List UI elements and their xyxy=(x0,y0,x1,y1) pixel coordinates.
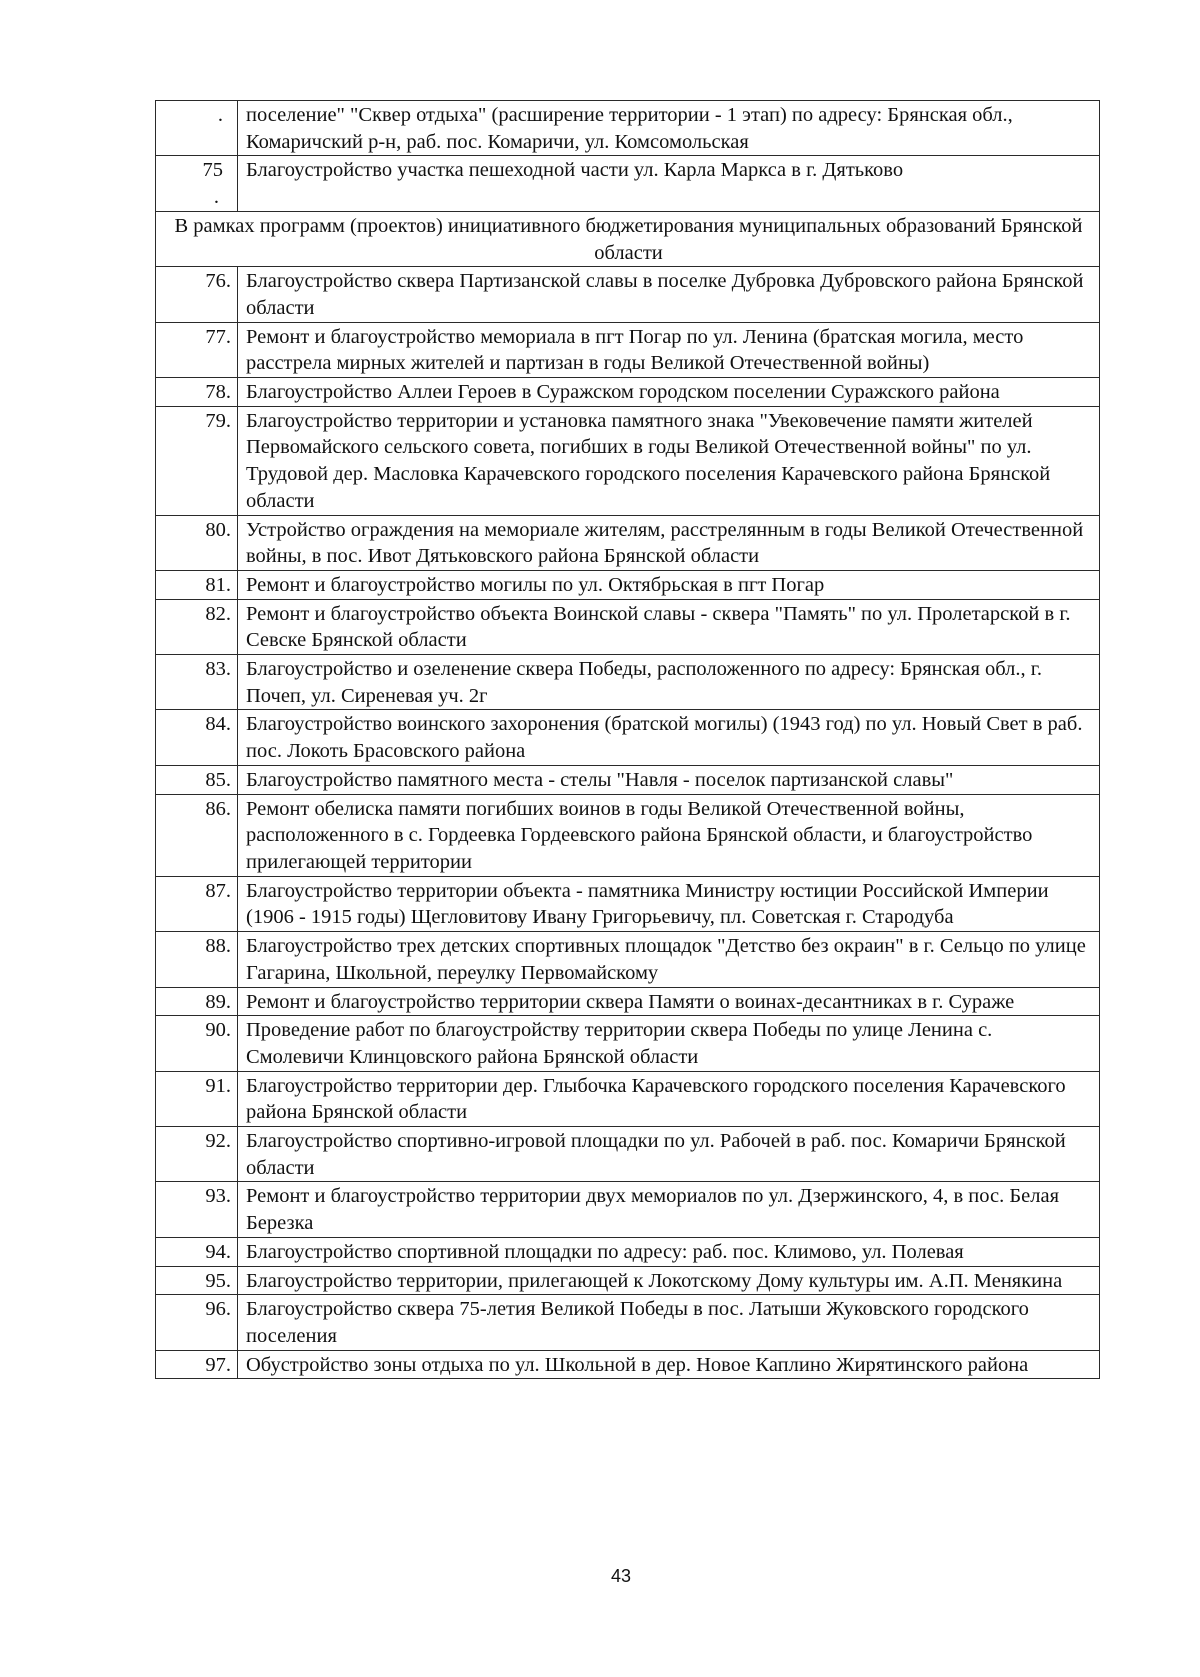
row-number: 86. xyxy=(156,794,238,876)
projects-table xyxy=(155,100,1100,1379)
table-row xyxy=(156,1350,1100,1379)
table-row xyxy=(156,322,1100,377)
row-text: Ремонт и благоустройство объекта Воинской славы - сквера "Память" по ул. Пролетарской в г. Севске Брянской области xyxy=(238,599,1100,654)
row-text: Ремонт и благоустройство могилы по ул. Октябрьская в пгт Погар xyxy=(238,570,1100,599)
row-text: Устройство ограждения на мемориале жителям, расстрелянным в годы Великой Отечественной войны, в пос. Ивот Дятьковского района Брянской области xyxy=(238,515,1100,570)
table-row xyxy=(156,406,1100,515)
row-text: Благоустройство территории, прилегающей к Локотскому Дому культуры им. А.П. Менякина xyxy=(238,1266,1100,1295)
row-number: 95. xyxy=(156,1266,238,1295)
row-text: Обустройство зоны отдыха по ул. Школьной в дер. Новое Каплино Жирятинского района xyxy=(238,1350,1100,1379)
row-text: Благоустройство воинского захоронения (братской могилы) (1943 год) по ул. Новый Свет в раб. пос. Локоть Брасовского района xyxy=(238,710,1100,765)
table-row xyxy=(156,987,1100,1016)
row-text: Благоустройство спортивной площадки по адресу: раб. пос. Климово, ул. Полевая xyxy=(238,1237,1100,1266)
row-text: Проведение работ по благоустройству территории сквера Победы по улице Ленина с. Смолевичи Клинцовского района Брянской области xyxy=(238,1016,1100,1071)
table-row xyxy=(156,267,1100,322)
row-text: Благоустройство и озеленение сквера Победы, расположенного по адресу: Брянская обл., г. Почеп, ул. Сиреневая уч. 2г xyxy=(238,655,1100,710)
row-number: 88. xyxy=(156,932,238,987)
table-row xyxy=(156,570,1100,599)
row-text: Благоустройство памятного места - стелы "Навля - поселок партизанской славы" xyxy=(238,765,1100,794)
table-row xyxy=(156,1266,1100,1295)
row-number: 85. xyxy=(156,765,238,794)
table-row xyxy=(156,1295,1100,1350)
table-row xyxy=(156,1016,1100,1071)
row-number: 78. xyxy=(156,378,238,407)
row-number: 79. xyxy=(156,406,238,515)
row-text: Благоустройство территории дер. Глыбочка Карачевского городского поселения Карачевского района Брянской области xyxy=(238,1071,1100,1126)
row-number: 93. xyxy=(156,1182,238,1237)
table-row xyxy=(156,599,1100,654)
row-number-cell xyxy=(156,101,238,156)
row-text: Ремонт обелиска памяти погибших воинов в годы Великой Отечественной войны, расположенного в с. Гордеевка Гордеевского района Брянской области, и благоустройство прилегающей территории xyxy=(238,794,1100,876)
table-row xyxy=(156,876,1100,931)
row-number: 84. xyxy=(156,710,238,765)
row-text-cell: поселение" "Сквер отдыха" (расширение территории - 1 этап) по адресу: Брянская обл., Комаричский р-н, раб. пос. Комаричи, ул. Комсомольская xyxy=(238,101,1100,156)
table-row xyxy=(156,794,1100,876)
continuation-marker: . xyxy=(217,104,223,126)
row-text: Благоустройство трех детских спортивных площадок "Детство без окраин" в г. Сельцо по улице Гагарина, Школьной, переулку Первомайскому xyxy=(238,932,1100,987)
table-row xyxy=(156,765,1100,794)
table-row xyxy=(156,1127,1100,1182)
table-row xyxy=(156,515,1100,570)
row-number-dot: . xyxy=(213,186,219,209)
row-number: 81. xyxy=(156,570,238,599)
row-number: 92. xyxy=(156,1127,238,1182)
table-row xyxy=(156,710,1100,765)
projects-table-body xyxy=(156,101,1100,1379)
row-number: 91. xyxy=(156,1071,238,1126)
row-number: 97. xyxy=(156,1350,238,1379)
row-text: Ремонт и благоустройство территории сквера Памяти о воинах-десантниках в г. Сураже xyxy=(238,987,1100,1016)
table-row xyxy=(156,932,1100,987)
table-row xyxy=(156,1071,1100,1126)
row-number: 89. xyxy=(156,987,238,1016)
row-text: Благоустройство территории объекта - памятника Министру юстиции Российской Империи (1906 - 1915 годы) Щегловитову Ивану Григорьевичу, пл. Советская г. Стародуба xyxy=(238,876,1100,931)
row-number-cell xyxy=(156,156,238,211)
row-text: Благоустройство Аллеи Героев в Суражском городском поселении Суражского района xyxy=(238,378,1100,407)
row-number: 75 xyxy=(202,159,223,182)
row-text: Ремонт и благоустройство мемориала в пгт Погар по ул. Ленина (братская могила, место расстрела мирных жителей и партизан в годы Великой Отечественной войны) xyxy=(238,322,1100,377)
table-section-header-row xyxy=(156,211,1100,266)
row-text: Благоустройство сквера Партизанской славы в поселке Дубровка Дубровского района Брянской области xyxy=(238,267,1100,322)
row-number: 94. xyxy=(156,1237,238,1266)
section-header: В рамках программ (проектов) инициативного бюджетирования муниципальных образований Брянской области xyxy=(156,211,1100,266)
row-text: Благоустройство сквера 75-летия Великой Победы в пос. Латыши Жуковского городского поселения xyxy=(238,1295,1100,1350)
row-number: 87. xyxy=(156,876,238,931)
row-number: 90. xyxy=(156,1016,238,1071)
table-row-continuation xyxy=(156,101,1100,156)
row-number: 82. xyxy=(156,599,238,654)
row-text: Благоустройство спортивно-игровой площадки по ул. Рабочей в раб. пос. Комаричи Брянской области xyxy=(238,1127,1100,1182)
row-number: 83. xyxy=(156,655,238,710)
row-text: Благоустройство территории и установка памятного знака "Увековечение памяти жителей Первомайского сельского совета, погибших в годы Великой Отечественной войны" по ул. Трудовой дер. Масловка Карачевского городского поселения Карачевского района Брянской области xyxy=(238,406,1100,515)
row-number: 80. xyxy=(156,515,238,570)
table-row-75 xyxy=(156,156,1100,211)
row-text-cell: Благоустройство участка пешеходной части ул. Карла Маркса в г. Дятьково xyxy=(238,156,1100,211)
table-row xyxy=(156,378,1100,407)
row-number: 77. xyxy=(156,322,238,377)
table-row xyxy=(156,1237,1100,1266)
row-number: 96. xyxy=(156,1295,238,1350)
page-number: 43 xyxy=(610,1566,632,1586)
row-number: 76. xyxy=(156,267,238,322)
table-row xyxy=(156,1182,1100,1237)
table-row xyxy=(156,655,1100,710)
row-text: Ремонт и благоустройство территории двух мемориалов по ул. Дзержинского, 4, в пос. Белая Березка xyxy=(238,1182,1100,1237)
